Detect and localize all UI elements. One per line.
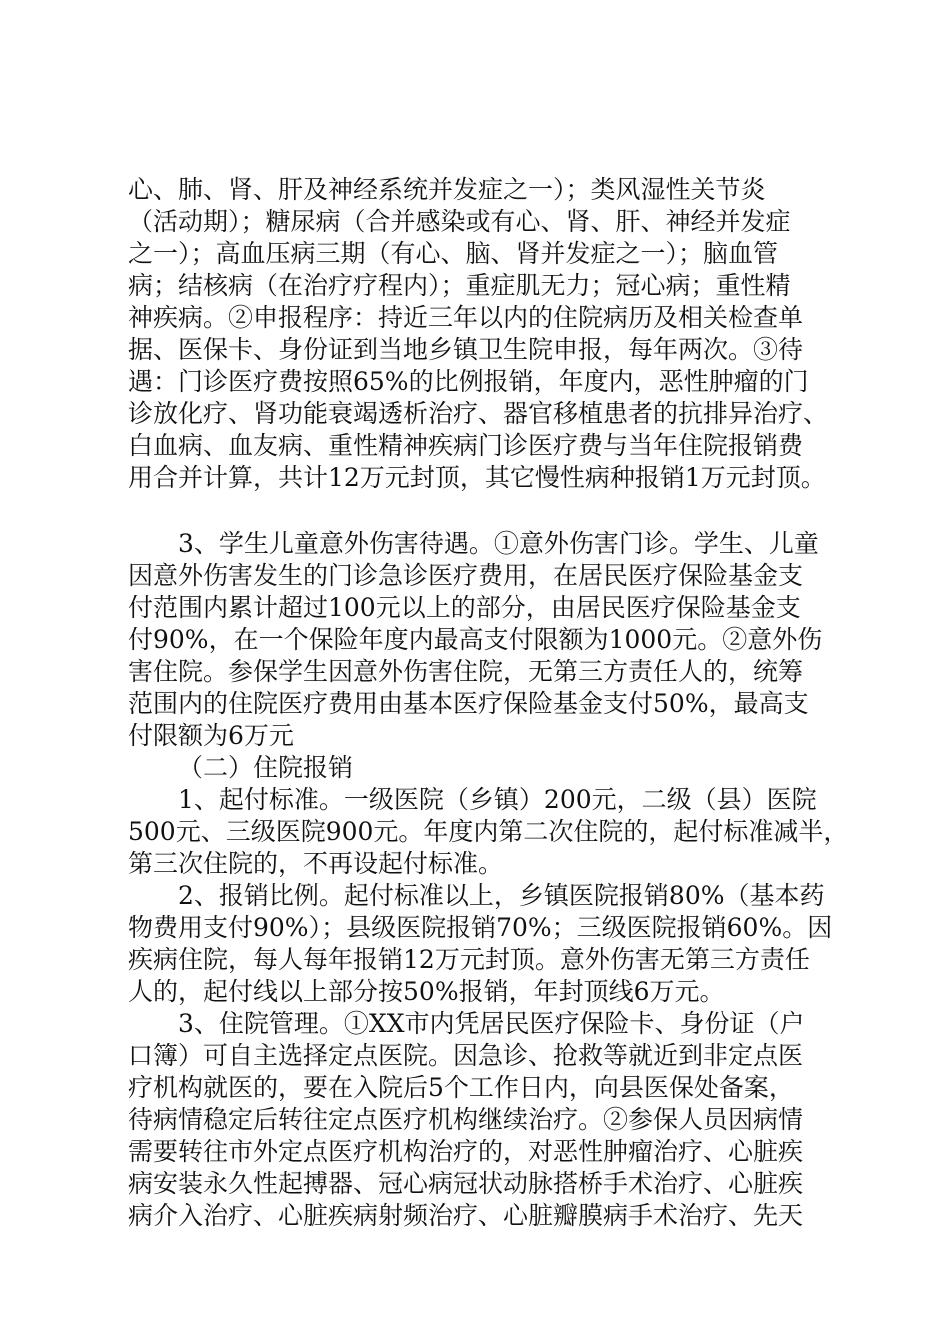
text-line: 人的，起付线以上部分按50%报销，年封顶线6万元。 (128, 977, 725, 1006)
document-body (128, 174, 849, 1232)
text-line: 之一）；高血压病三期（有心、脑、肾并发症之一）；脑血管 (128, 239, 779, 268)
text-line: 因意外伤害发生的门诊急诊医疗费用，在居民医疗保险基金支 (128, 561, 804, 590)
paragraph-hospital-management (128, 1008, 838, 1232)
text-line: 付限额为6万元 (128, 721, 294, 750)
text-line: 3、住院管理。①XX市内凭居民医疗保险卡、身份证（户 (178, 1009, 805, 1038)
paragraph-gap (128, 494, 838, 528)
text-line: 疾病住院，每人每年报销12万元封顶。意外伤害无第三方责任 (128, 945, 810, 974)
text-line: 诊放化疗、肾功能衰竭透析治疗、器官移植患者的抗排异治疗、 (128, 399, 829, 428)
text-line: 用合并计算，共计12万元封顶，其它慢性病种报销1万元封顶。 (128, 463, 826, 492)
text-line: 白血病、血友病、重性精神疾病门诊医疗费与当年住院报销费 (128, 431, 804, 460)
text-line: 病介入治疗、心脏疾病射频治疗、心脏瓣膜病手术治疗、先天 (128, 1201, 804, 1230)
text-line: 范围内的住院医疗费用由基本医疗保险基金支付50%，最高支 (128, 689, 809, 718)
section-heading: （二）住院报销 (178, 753, 354, 782)
text-line: 付90%，在一个保险年度内最高支付限额为1000元。②意外伤 (128, 625, 823, 654)
paragraph-reimbursement-ratio (128, 880, 838, 1008)
text-line: （活动期）；糖尿病（合并感染或有心、肾、肝、神经并发症 (128, 207, 791, 236)
text-line: 需要转往市外定点医疗机构治疗的，对恶性肿瘤治疗、心脏疾 (128, 1137, 804, 1166)
text-line: 付范围内累计超过100元以上的部分，由居民医疗保险基金支 (128, 593, 801, 622)
text-line: 第三次住院的，不再设起付标准。 (128, 849, 504, 878)
text-line: 害住院。参保学生因意外伤害住院，无第三方责任人的，统筹 (128, 657, 804, 686)
text-line: 500元、三级医院900元。年度内第二次住院的，起付标准减半， (128, 817, 849, 846)
text-line: 遇：门诊医疗费按照65%的比例报销，年度内，恶性肿瘤的门 (128, 367, 809, 396)
paragraph-deductible (128, 784, 849, 880)
text-line: 心、肺、肾、肝及神经系统并发症之一）；类风湿性关节炎 (128, 175, 766, 204)
text-line: 口簿）可自主选择定点医院。因急诊、抢救等就近到非定点医 (128, 1041, 804, 1070)
text-line: 待病情稳定后转往定点医疗机构继续治疗。②参保人员因病情 (128, 1105, 804, 1134)
text-line: 病安装永久性起搏器、冠心病冠状动脉搭桥手术治疗、心脏疾 (128, 1169, 804, 1198)
paragraph-chronic-disease (128, 174, 838, 494)
text-line: 2、报销比例。起付标准以上，乡镇医院报销80%（基本药 (178, 881, 825, 910)
text-line: 3、学生儿童意外伤害待遇。①意外伤害门诊。学生、儿童 (178, 529, 819, 558)
text-line: 疗机构就医的，要在入院后5个工作日内，向县医保处备案， (128, 1073, 794, 1102)
paragraph-student-injury (128, 528, 838, 752)
text-line: 神疾病。②申报程序：持近三年以内的住院病历及相关检查单 (128, 303, 804, 332)
text-line: 病；结核病（在治疗疗程内）；重症肌无力；冠心病；重性精 (128, 271, 791, 300)
text-line: 据、医保卡、身份证到当地乡镇卫生院申报，每年两次。③待 (128, 335, 804, 364)
text-line: 1、起付标准。一级医院（乡镇）200元，二级（县）医院 (178, 785, 817, 814)
text-line: 物费用支付90%）；县级医院报销70%；三级医院报销60%。因 (128, 913, 833, 942)
